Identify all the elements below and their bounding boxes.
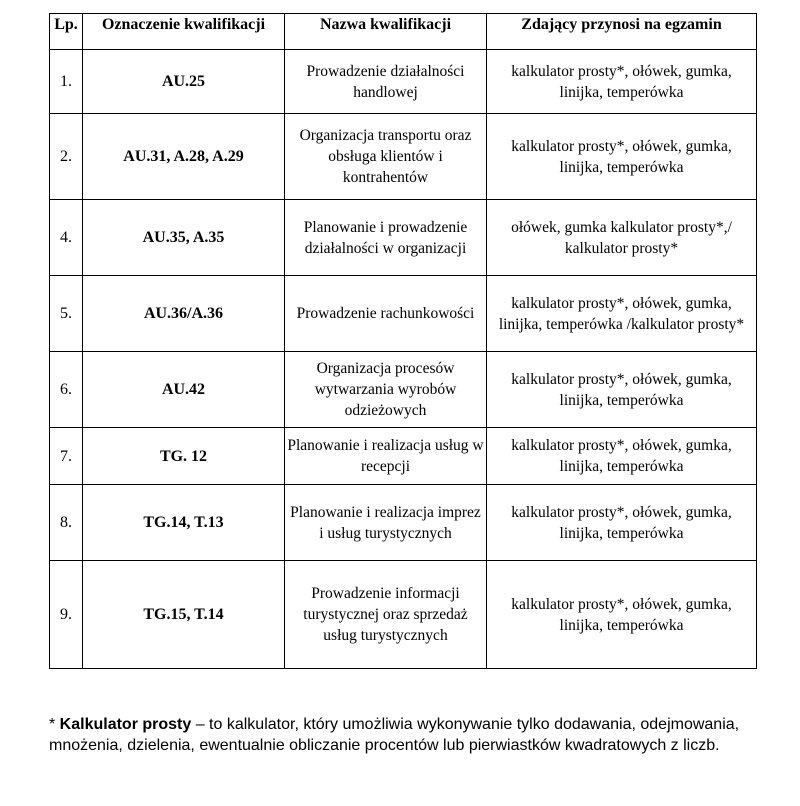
table-row xyxy=(50,114,757,200)
header-name: Nazwa kwalifikacji xyxy=(285,14,487,50)
row-requirements: kalkulator prosty*, ołówek, gumka, linijka, temperówka xyxy=(487,561,757,669)
row-requirements: kalkulator prosty*, ołówek, gumka, linijka, temperówka xyxy=(487,485,757,561)
row-lp: 6. xyxy=(50,352,83,428)
row-code: TG. 12 xyxy=(83,428,285,485)
row-lp: 2. xyxy=(50,114,83,200)
table-row xyxy=(50,352,757,428)
row-code: AU.36/A.36 xyxy=(83,276,285,352)
table-row xyxy=(50,428,757,485)
table-row xyxy=(50,485,757,561)
row-name: Planowanie i prowadzenie działalności w organizacji xyxy=(285,200,487,276)
row-requirements: kalkulator prosty*, ołówek, gumka, linijka, temperówka xyxy=(487,50,757,114)
row-lp: 8. xyxy=(50,485,83,561)
row-lp: 4. xyxy=(50,200,83,276)
row-name: Organizacja transportu oraz obsługa klientów i kontrahentów xyxy=(285,114,487,200)
table-body xyxy=(50,50,757,669)
row-code: TG.14, T.13 xyxy=(83,485,285,561)
row-code: AU.25 xyxy=(83,50,285,114)
row-code: AU.42 xyxy=(83,352,285,428)
row-lp: 1. xyxy=(50,50,83,114)
row-name: Prowadzenie informacji turystycznej oraz sprzedaż usług turystycznych xyxy=(285,561,487,669)
table-row xyxy=(50,276,757,352)
row-code: AU.35, A.35 xyxy=(83,200,285,276)
row-requirements: kalkulator prosty*, ołówek, gumka, linijka, temperówka xyxy=(487,114,757,200)
table-row xyxy=(50,200,757,276)
row-lp: 9. xyxy=(50,561,83,669)
header-lp: Lp. xyxy=(50,14,83,50)
table-header xyxy=(50,14,757,50)
footnote-term: Kalkulator prosty xyxy=(59,716,192,733)
row-lp: 7. xyxy=(50,428,83,485)
row-name: Organizacja procesów wytwarzania wyrobów odzieżowych xyxy=(285,352,487,428)
row-requirements: kalkulator prosty*, ołówek, gumka, linijka, temperówka xyxy=(487,352,757,428)
footnote-star: * xyxy=(49,716,60,733)
table-row xyxy=(50,50,757,114)
row-code: TG.15, T.14 xyxy=(83,561,285,669)
calculator-footnote xyxy=(49,715,769,756)
row-name: Prowadzenie rachunkowości xyxy=(285,276,487,352)
qualifications-table xyxy=(49,13,757,669)
header-code: Oznaczenie kwalifikacji xyxy=(83,14,285,50)
row-name: Prowadzenie działalności handlowej xyxy=(285,50,487,114)
row-requirements: kalkulator prosty*, ołówek, gumka, linijka, temperówka xyxy=(487,428,757,485)
row-name: Planowanie i realizacja usług w recepcji xyxy=(285,428,487,485)
row-code: AU.31, A.28, A.29 xyxy=(83,114,285,200)
row-requirements: ołówek, gumka kalkulator prosty*,/ kalkulator prosty* xyxy=(487,200,757,276)
header-requirements: Zdający przynosi na egzamin xyxy=(487,14,757,50)
footnote-definition: – to kalkulator, który umożliwia wykonywanie tylko dodawania, odejmowania, mnożenia, dzielenia, ewentualnie obliczanie procentów lub pierwiastków kwadratowych z liczb. xyxy=(49,716,740,754)
table-row xyxy=(50,561,757,669)
row-name: Planowanie i realizacja imprez i usług turystycznych xyxy=(285,485,487,561)
row-lp: 5. xyxy=(50,276,83,352)
row-requirements: kalkulator prosty*, ołówek, gumka, linijka, temperówka /kalkulator prosty* xyxy=(487,276,757,352)
header-row xyxy=(50,14,757,50)
